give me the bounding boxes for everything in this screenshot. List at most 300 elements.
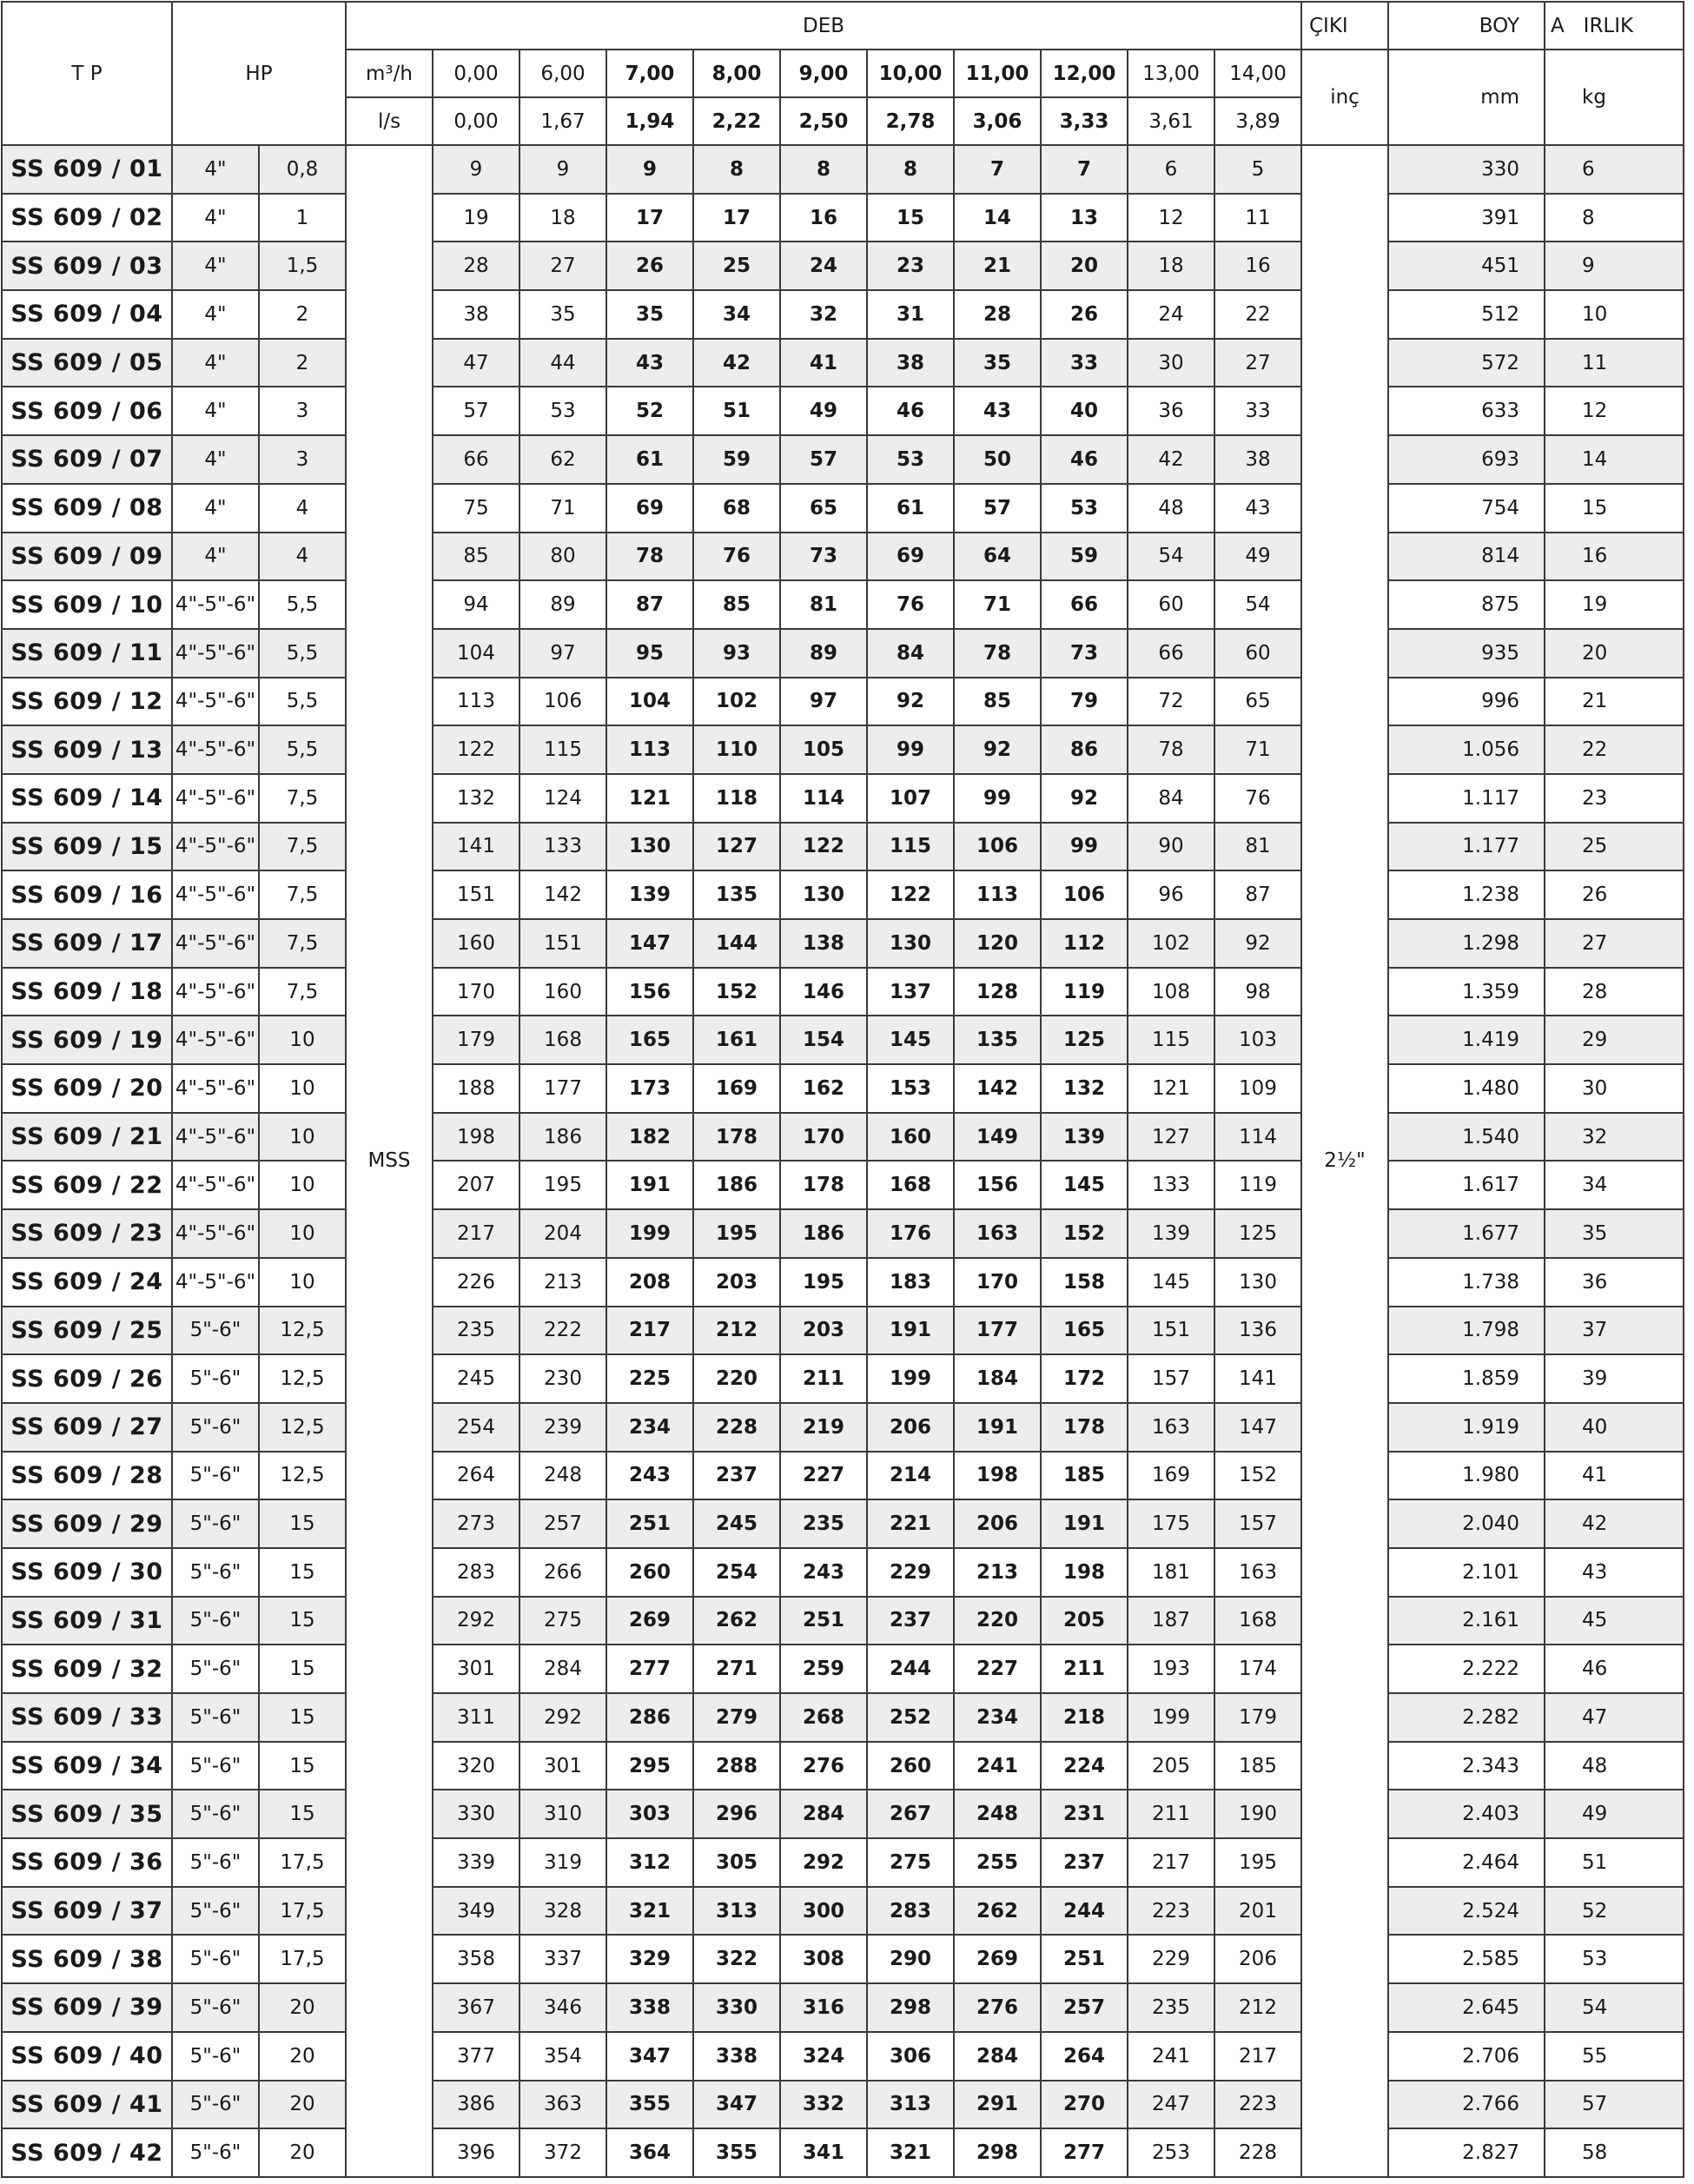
head-value: 207 <box>433 1161 519 1209</box>
table-row <box>2 1354 1684 1403</box>
head-value: 298 <box>954 2128 1041 2177</box>
head-value: 254 <box>433 1403 519 1452</box>
head-value: 62 <box>519 435 606 484</box>
motor-size: 5"-6" <box>172 1499 259 1548</box>
head-value: 145 <box>867 1016 954 1064</box>
head-value: 132 <box>1041 1064 1128 1113</box>
head-value: 169 <box>1128 1452 1214 1500</box>
pump-length: 2.222 <box>1388 1645 1545 1693</box>
head-value: 98 <box>1214 968 1301 1016</box>
pump-type: SS 609 / 07 <box>2 435 172 484</box>
head-value: 141 <box>433 823 519 871</box>
head-value: 107 <box>867 774 954 823</box>
head-value: 292 <box>519 1693 606 1742</box>
pump-type: SS 609 / 19 <box>2 1016 172 1064</box>
head-value: 243 <box>780 1548 867 1597</box>
head-value: 156 <box>606 968 693 1016</box>
flow-ls-value: 3,61 <box>1128 97 1214 145</box>
pump-weight: 57 <box>1545 2081 1684 2129</box>
head-value: 97 <box>780 678 867 726</box>
head-value: 130 <box>867 919 954 968</box>
head-value: 222 <box>519 1307 606 1355</box>
table-row <box>2 1113 1684 1161</box>
pump-type: SS 609 / 40 <box>2 2032 172 2081</box>
pump-length: 451 <box>1388 242 1545 290</box>
head-value: 106 <box>1041 870 1128 919</box>
head-value: 217 <box>433 1209 519 1258</box>
pump-length: 1.177 <box>1388 823 1545 871</box>
head-value: 9 <box>519 145 606 194</box>
head-value: 308 <box>780 1935 867 1983</box>
head-value: 57 <box>954 484 1041 533</box>
head-value: 85 <box>693 580 780 629</box>
pump-length: 1.980 <box>1388 1452 1545 1500</box>
head-value: 275 <box>519 1597 606 1645</box>
head-value: 190 <box>1214 1790 1301 1838</box>
head-value: 337 <box>519 1935 606 1983</box>
motor-hp: 10 <box>259 1209 346 1258</box>
head-value: 104 <box>433 629 519 678</box>
head-value: 7 <box>1041 145 1128 194</box>
head-value: 170 <box>780 1113 867 1161</box>
motor-size: 4" <box>172 242 259 290</box>
head-value: 176 <box>867 1209 954 1258</box>
pump-weight: 11 <box>1545 339 1684 387</box>
head-value: 145 <box>1041 1161 1128 1209</box>
pump-type: SS 609 / 22 <box>2 1161 172 1209</box>
head-value: 241 <box>954 1742 1041 1790</box>
head-value: 177 <box>519 1064 606 1113</box>
head-value: 149 <box>954 1113 1041 1161</box>
head-value: 147 <box>606 919 693 968</box>
head-value: 54 <box>1128 533 1214 581</box>
head-value: 128 <box>954 968 1041 1016</box>
motor-hp: 20 <box>259 2128 346 2177</box>
pump-length: 633 <box>1388 387 1545 435</box>
head-value: 92 <box>1214 919 1301 968</box>
head-value: 106 <box>519 678 606 726</box>
head-value: 268 <box>780 1693 867 1742</box>
header-outlet: ÇIKI <box>1301 2 1388 50</box>
head-value: 120 <box>954 919 1041 968</box>
motor-size: 4" <box>172 290 259 339</box>
pump-weight: 54 <box>1545 1983 1684 2032</box>
head-value: 329 <box>606 1935 693 1983</box>
table-row <box>2 870 1684 919</box>
header-weight <box>1545 2 1684 50</box>
motor-size: 4"-5"-6" <box>172 725 259 774</box>
head-value: 151 <box>433 870 519 919</box>
pump-type: SS 609 / 35 <box>2 1790 172 1838</box>
head-value: 115 <box>1128 1016 1214 1064</box>
head-value: 113 <box>433 678 519 726</box>
head-value: 204 <box>519 1209 606 1258</box>
motor-hp: 5,5 <box>259 629 346 678</box>
pump-weight: 27 <box>1545 919 1684 968</box>
motor-hp: 20 <box>259 1983 346 2032</box>
table-row <box>2 484 1684 533</box>
head-value: 312 <box>606 1838 693 1887</box>
head-value: 276 <box>954 1983 1041 2032</box>
head-value: 347 <box>693 2081 780 2129</box>
table-row <box>2 242 1684 290</box>
pump-weight: 23 <box>1545 774 1684 823</box>
head-value: 163 <box>1214 1548 1301 1597</box>
pump-type: SS 609 / 25 <box>2 1307 172 1355</box>
head-value: 158 <box>1041 1258 1128 1307</box>
head-value: 163 <box>1128 1403 1214 1452</box>
pump-weight: 43 <box>1545 1548 1684 1597</box>
head-value: 9 <box>433 145 519 194</box>
head-value: 66 <box>1128 629 1214 678</box>
flow-ls-value: 1,67 <box>519 97 606 145</box>
flow-ls-value: 3,06 <box>954 97 1041 145</box>
head-value: 172 <box>1041 1354 1128 1403</box>
head-value: 253 <box>1128 2128 1214 2177</box>
head-value: 195 <box>693 1209 780 1258</box>
head-value: 211 <box>780 1354 867 1403</box>
table-row <box>2 1887 1684 1936</box>
head-value: 372 <box>519 2128 606 2177</box>
flow-m3h-value: 7,00 <box>606 50 693 97</box>
head-value: 284 <box>780 1790 867 1838</box>
pump-length: 2.282 <box>1388 1693 1545 1742</box>
head-value: 193 <box>1128 1645 1214 1693</box>
head-value: 214 <box>867 1452 954 1500</box>
head-value: 321 <box>606 1887 693 1936</box>
motor-hp: 1,5 <box>259 242 346 290</box>
motor-hp: 20 <box>259 2081 346 2129</box>
head-value: 133 <box>1128 1161 1214 1209</box>
head-value: 262 <box>954 1887 1041 1936</box>
motor-size: 5"-6" <box>172 2128 259 2177</box>
head-value: 320 <box>433 1742 519 1790</box>
flow-m3h-value: 12,00 <box>1041 50 1128 97</box>
head-value: 349 <box>433 1887 519 1936</box>
head-value: 305 <box>693 1838 780 1887</box>
pump-type: SS 609 / 13 <box>2 725 172 774</box>
head-value: 191 <box>954 1403 1041 1452</box>
motor-size: 5"-6" <box>172 1887 259 1936</box>
head-value: 217 <box>1128 1838 1214 1887</box>
unit-m3h: m³/h <box>346 50 433 97</box>
motor-hp: 12,5 <box>259 1452 346 1500</box>
pump-type: SS 609 / 23 <box>2 1209 172 1258</box>
pump-type: SS 609 / 34 <box>2 1742 172 1790</box>
head-value: 229 <box>867 1548 954 1597</box>
pump-type: SS 609 / 36 <box>2 1838 172 1887</box>
head-value: 377 <box>433 2032 519 2081</box>
head-value: 330 <box>433 1790 519 1838</box>
head-value: 347 <box>606 2032 693 2081</box>
head-value: 186 <box>780 1209 867 1258</box>
head-value: 46 <box>867 387 954 435</box>
pump-length: 2.766 <box>1388 2081 1545 2129</box>
head-value: 130 <box>606 823 693 871</box>
motor-hp: 15 <box>259 1742 346 1790</box>
head-value: 354 <box>519 2032 606 2081</box>
motor-size: 4"-5"-6" <box>172 870 259 919</box>
head-value: 183 <box>867 1258 954 1307</box>
head-value: 211 <box>1041 1645 1128 1693</box>
head-value: 206 <box>867 1403 954 1452</box>
motor-hp: 2 <box>259 339 346 387</box>
head-value: 163 <box>954 1209 1041 1258</box>
head-value: 235 <box>433 1307 519 1355</box>
head-value: 53 <box>1041 484 1128 533</box>
pump-weight: 47 <box>1545 1693 1684 1742</box>
unit-kg: kg <box>1545 50 1684 145</box>
head-value: 187 <box>1128 1597 1214 1645</box>
head-value: 36 <box>1128 387 1214 435</box>
head-value: 73 <box>780 533 867 581</box>
pump-weight: 12 <box>1545 387 1684 435</box>
pump-weight: 6 <box>1545 145 1684 194</box>
motor-size: 5"-6" <box>172 1645 259 1693</box>
head-value: 328 <box>519 1887 606 1936</box>
head-value: 191 <box>606 1161 693 1209</box>
table-row <box>2 823 1684 871</box>
motor-hp: 5,5 <box>259 678 346 726</box>
table-row <box>2 2081 1684 2129</box>
motor-hp: 7,5 <box>259 870 346 919</box>
motor-hp: 10 <box>259 1258 346 1307</box>
head-value: 85 <box>433 533 519 581</box>
head-value: 264 <box>1041 2032 1128 2081</box>
head-value: 38 <box>433 290 519 339</box>
head-value: 160 <box>519 968 606 1016</box>
head-value: 188 <box>433 1064 519 1113</box>
table-row <box>2 1307 1684 1355</box>
pump-type: SS 609 / 08 <box>2 484 172 533</box>
head-value: 142 <box>954 1064 1041 1113</box>
head-value: 42 <box>693 339 780 387</box>
pump-type: SS 609 / 09 <box>2 533 172 581</box>
head-value: 228 <box>1214 2128 1301 2177</box>
head-value: 87 <box>606 580 693 629</box>
head-value: 262 <box>693 1597 780 1645</box>
head-value: 84 <box>1128 774 1214 823</box>
head-value: 220 <box>954 1597 1041 1645</box>
head-value: 213 <box>519 1258 606 1307</box>
head-value: 291 <box>954 2081 1041 2129</box>
table-row <box>2 1258 1684 1307</box>
head-value: 41 <box>780 339 867 387</box>
head-value: 290 <box>867 1935 954 1983</box>
head-value: 206 <box>1214 1935 1301 1983</box>
head-value: 139 <box>1128 1209 1214 1258</box>
pump-weight: 25 <box>1545 823 1684 871</box>
head-value: 296 <box>693 1790 780 1838</box>
head-value: 154 <box>780 1016 867 1064</box>
head-value: 311 <box>433 1693 519 1742</box>
pump-type: SS 609 / 33 <box>2 1693 172 1742</box>
table-row <box>2 968 1684 1016</box>
motor-hp: 7,5 <box>259 968 346 1016</box>
head-value: 235 <box>1128 1983 1214 2032</box>
motor-hp: 15 <box>259 1499 346 1548</box>
head-value: 223 <box>1128 1887 1214 1936</box>
head-value: 66 <box>1041 580 1128 629</box>
head-value: 231 <box>1041 1790 1128 1838</box>
head-value: 47 <box>433 339 519 387</box>
head-value: 133 <box>519 823 606 871</box>
flow-m3h-value: 10,00 <box>867 50 954 97</box>
pump-weight: 20 <box>1545 629 1684 678</box>
motor-size: 5"-6" <box>172 1983 259 2032</box>
head-value: 157 <box>1128 1354 1214 1403</box>
head-value: 84 <box>867 629 954 678</box>
head-value: 147 <box>1214 1403 1301 1452</box>
head-value: 160 <box>867 1113 954 1161</box>
head-value: 182 <box>606 1113 693 1161</box>
head-value: 8 <box>867 145 954 194</box>
head-value: 121 <box>1128 1064 1214 1113</box>
head-value: 11 <box>1214 194 1301 242</box>
head-value: 279 <box>693 1693 780 1742</box>
pump-type: SS 609 / 29 <box>2 1499 172 1548</box>
pump-type: SS 609 / 02 <box>2 194 172 242</box>
head-value: 220 <box>693 1354 780 1403</box>
motor-size: 4"-5"-6" <box>172 1064 259 1113</box>
motor-size: 5"-6" <box>172 1403 259 1452</box>
motor-hp: 4 <box>259 533 346 581</box>
head-value: 251 <box>1041 1935 1128 1983</box>
head-value: 16 <box>780 194 867 242</box>
head-value: 14 <box>954 194 1041 242</box>
pump-type: SS 609 / 18 <box>2 968 172 1016</box>
head-value: 211 <box>1128 1790 1214 1838</box>
head-value: 52 <box>606 387 693 435</box>
head-value: 26 <box>606 242 693 290</box>
head-value: 355 <box>693 2128 780 2177</box>
head-value: 105 <box>780 725 867 774</box>
head-value: 229 <box>1128 1935 1214 1983</box>
head-value: 34 <box>693 290 780 339</box>
head-value: 241 <box>1128 2032 1214 2081</box>
head-value: 237 <box>1041 1838 1128 1887</box>
pump-length: 754 <box>1388 484 1545 533</box>
head-value: 332 <box>780 2081 867 2129</box>
head-value: 113 <box>606 725 693 774</box>
pump-weight: 49 <box>1545 1790 1684 1838</box>
head-unit: MSS <box>346 145 433 2177</box>
flow-m3h-value: 9,00 <box>780 50 867 97</box>
pump-weight: 30 <box>1545 1064 1684 1113</box>
head-value: 386 <box>433 2081 519 2129</box>
head-value: 218 <box>1041 1693 1128 1742</box>
head-value: 12 <box>1128 194 1214 242</box>
motor-size: 4"-5"-6" <box>172 1113 259 1161</box>
head-value: 89 <box>519 580 606 629</box>
head-value: 20 <box>1041 242 1128 290</box>
head-value: 219 <box>780 1403 867 1452</box>
head-value: 125 <box>1041 1016 1128 1064</box>
head-value: 137 <box>867 968 954 1016</box>
head-value: 42 <box>1128 435 1214 484</box>
head-value: 78 <box>606 533 693 581</box>
head-value: 118 <box>693 774 780 823</box>
head-value: 212 <box>1214 1983 1301 2032</box>
pump-type: SS 609 / 11 <box>2 629 172 678</box>
head-value: 35 <box>954 339 1041 387</box>
table-row <box>2 1161 1684 1209</box>
head-value: 92 <box>954 725 1041 774</box>
head-value: 181 <box>1128 1548 1214 1597</box>
pump-weight: 39 <box>1545 1354 1684 1403</box>
head-value: 135 <box>954 1016 1041 1064</box>
head-value: 346 <box>519 1983 606 2032</box>
head-value: 195 <box>1214 1838 1301 1887</box>
head-value: 237 <box>867 1597 954 1645</box>
head-value: 251 <box>606 1499 693 1548</box>
head-value: 198 <box>1041 1548 1128 1597</box>
motor-size: 4" <box>172 533 259 581</box>
pump-length: 996 <box>1388 678 1545 726</box>
head-value: 43 <box>954 387 1041 435</box>
pump-length: 391 <box>1388 194 1545 242</box>
head-value: 27 <box>519 242 606 290</box>
head-value: 269 <box>954 1935 1041 1983</box>
head-value: 264 <box>433 1452 519 1500</box>
head-value: 338 <box>606 1983 693 2032</box>
pump-length: 875 <box>1388 580 1545 629</box>
head-value: 71 <box>954 580 1041 629</box>
head-value: 300 <box>780 1887 867 1936</box>
motor-hp: 20 <box>259 2032 346 2081</box>
head-value: 301 <box>519 1742 606 1790</box>
head-value: 363 <box>519 2081 606 2129</box>
pump-length: 2.161 <box>1388 1597 1545 1645</box>
head-value: 103 <box>1214 1016 1301 1064</box>
head-value: 234 <box>606 1403 693 1452</box>
head-value: 260 <box>606 1548 693 1597</box>
table-row <box>2 1499 1684 1548</box>
head-value: 122 <box>780 823 867 871</box>
head-value: 283 <box>433 1548 519 1597</box>
motor-size: 5"-6" <box>172 1452 259 1500</box>
head-value: 267 <box>867 1790 954 1838</box>
head-value: 106 <box>954 823 1041 871</box>
head-value: 245 <box>433 1354 519 1403</box>
head-value: 165 <box>606 1016 693 1064</box>
head-value: 130 <box>1214 1258 1301 1307</box>
head-value: 121 <box>606 774 693 823</box>
head-value: 110 <box>693 725 780 774</box>
motor-hp: 17,5 <box>259 1838 346 1887</box>
head-value: 21 <box>954 242 1041 290</box>
table-row <box>2 774 1684 823</box>
head-value: 76 <box>1214 774 1301 823</box>
head-value: 49 <box>1214 533 1301 581</box>
pump-weight: 32 <box>1545 1113 1684 1161</box>
head-value: 316 <box>780 1983 867 2032</box>
table-row <box>2 1645 1684 1693</box>
head-value: 324 <box>780 2032 867 2081</box>
head-value: 73 <box>1041 629 1128 678</box>
head-value: 76 <box>867 580 954 629</box>
flow-m3h-value: 0,00 <box>433 50 519 97</box>
header-hp: HP <box>172 2 346 145</box>
head-value: 92 <box>867 678 954 726</box>
head-value: 338 <box>693 2032 780 2081</box>
head-value: 165 <box>1041 1307 1128 1355</box>
head-value: 203 <box>780 1307 867 1355</box>
pump-weight: 8 <box>1545 194 1684 242</box>
head-value: 53 <box>519 387 606 435</box>
head-value: 8 <box>780 145 867 194</box>
pump-weight: 58 <box>1545 2128 1684 2177</box>
